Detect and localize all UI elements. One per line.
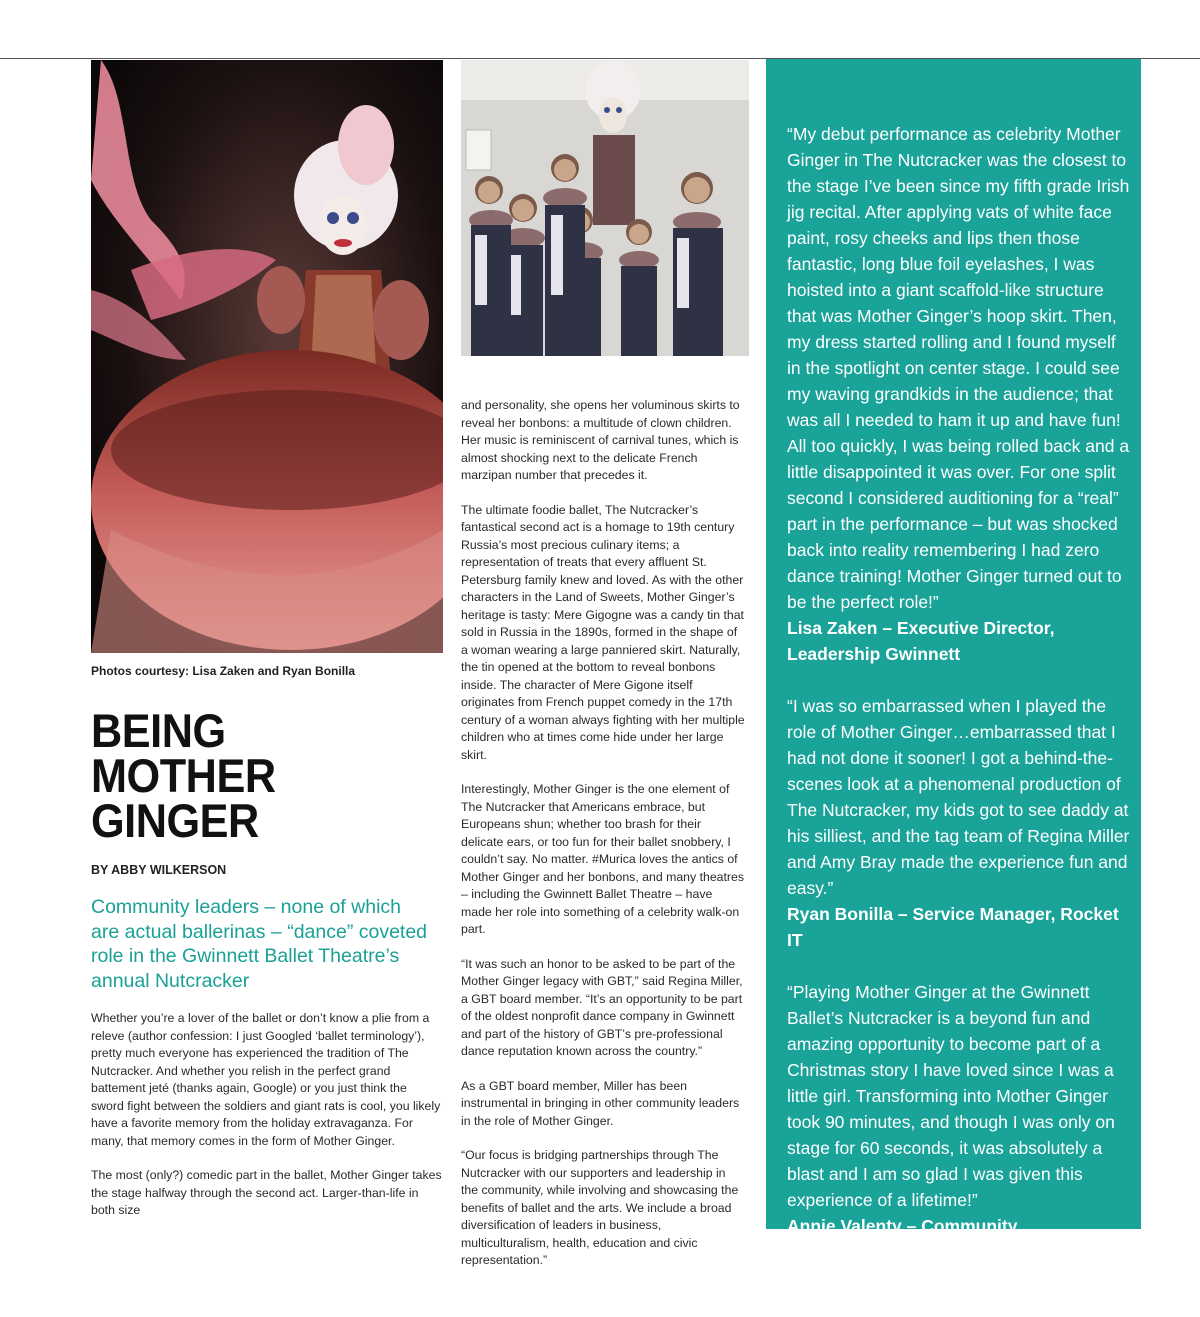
quote-sidebar — [766, 59, 1141, 1288]
headline-line: MOTHER — [91, 749, 276, 802]
quote-attribution: Annie Valenty – Community Development Officer, Children’s Healthcare of Atlanta — [787, 1216, 1052, 1288]
quote-text: “Playing Mother Ginger at the Gwinnett Ballet’s Nutcracker is a beyond fun and amazing opportunity to become part of a Christmas story I have loved since I was a little girl. Transforming into Mother Ginger took 90 minutes, and though I was only on stage for 60 seconds, it was absolutely a blast and I am so glad I was given this experience of a lifetime!” — [787, 982, 1115, 1210]
headline — [91, 704, 431, 847]
quote-attribution: Lisa Zaken – Executive Director, Leadership Gwinnett — [787, 618, 1055, 664]
quote-block — [787, 693, 1132, 953]
headline-line: GINGER — [91, 794, 259, 847]
photo-caption: Photos courtesy: Lisa Zaken and Ryan Bonilla — [91, 664, 356, 678]
paragraph: As a GBT board member, Miller has been instrumental in bringing in other community leaders in the role of Mother Ginger. — [461, 1078, 740, 1128]
stage-photo — [91, 60, 443, 653]
backstage-photo — [461, 60, 749, 356]
paragraph: The most (only?) comedic part in the ballet, Mother Ginger takes the stage halfway through the second act. Larger-than-life in both size — [91, 1168, 442, 1217]
paragraph: and personality, she opens her voluminous skirts to reveal her bonbons: a multitude of clown children. Her music is reminiscent of carnival tunes, which is almost shocking next to the delicate French marzipan number that precedes it. — [461, 398, 740, 482]
quote-block — [787, 121, 1132, 667]
left-column-body — [91, 1010, 443, 1237]
paragraph: Whether you’re a lover of the ballet or don’t know a plie from a releve (author confession: I just Googled ‘ballet terminology’), pretty much everyone has experienced the tradition of The Nutcracker. And whether you relish in the perfect grand battement jeté (thanks again, Google) or you just think the sword fight between the soldiers and giant rats is cool, you likely have a favorite memory from the holiday extravaganza. For many, that memory comes in the form of Mother Ginger. — [91, 1011, 441, 1148]
dek-subheadline: Community leaders – none of which are actual ballerinas – “dance” coveted role in the Gwinnett Ballet Theatre’s annual Nutcracker — [91, 896, 428, 992]
headline-line: BEING — [91, 704, 226, 757]
paragraph: “It was such an honor to be asked to be part of the Mother Ginger legacy with GBT,” said Regina Miller, a GBT board member. “It’s an opportunity to be part of the oldest nonprofit dance company in Gwinnett and part of the history of GBT’s pre-professional dance reputation known across the country.” — [461, 956, 743, 1058]
quote-text: “I was so embarrassed when I played the role of Mother Ginger…embarrassed that I had not done it sooner! I got a behind-the-scenes look at a phenomenal production of The Nutcracker, my kids got to see daddy at his silliest, and the tag team of Regina Miller and Amy Bray made the experience fun and easy.” — [787, 696, 1130, 898]
quote-attribution: Ryan Bonilla – Service Manager, Rocket IT — [787, 904, 1119, 950]
quote-list — [787, 121, 1132, 1317]
quote-block — [787, 979, 1132, 1291]
paragraph: Interestingly, Mother Ginger is the one element of The Nutcracker that Americans embrace, but Europeans shun; whether too brash for their delicate ears, or too fun for their ballet snobbery, I couldn’t say. No matter. #Murica loves the antics of Mother Ginger and her bonbons, and many theatres – including the Gwinnett Ballet Theatre – have made her role into something of a celebrity walk-on part. — [461, 782, 745, 936]
quote-text: “My debut performance as celebrity Mother Ginger in The Nutcracker was the closest to the stage I’ve been since my fifth grade Irish jig recital. After applying vats of white face paint, rosy cheeks and lips then those fantastic, long blue foil eyelashes, I was hoisted into a giant scaffold-like structure that was Mother Ginger’s hoop skirt. Then, my dress started rolling and I found myself in the spotlight on center stage. I could see my waving grandkids in the audience; that was all I needed to ham it up and have fun! All too quickly, I was being rolled back and a little disappointed it was over. For one split second I considered auditioning for a “real” part in the performance – but was shocked back into reality remembering I had zero dance training! Mother Ginger turned out to be the perfect role!” — [787, 124, 1130, 612]
middle-column-body — [461, 397, 745, 1287]
byline: BY ABBY WILKERSON — [91, 863, 227, 877]
paragraph: The ultimate foodie ballet, The Nutcracker’s fantastical second act is a homage to 19th century Russia’s most precious culinary items; a representation of treats that every affluent St. Petersburg family knew and loved. As with the other characters in the Land of Sweets, Mother Ginger’s heritage is tasty: Mere Gigogne was a candy tin that sold in Russia in the 1890s, formed in the shape of a woman wearing a large panniered skirt. Naturally, the tin opened at the bottom to reveal bonbons inside. The character of Mere Gigone itself originates from French puppet comedy in the 17th century of a woman always fighting with her multiple children who at times come hide under her large skirt. — [461, 502, 745, 762]
paragraph: “Our focus is bridging partnerships through The Nutcracker with our supporters and leadership in the community, while involving and showcasing the benefits of ballet and the arts. We include a broad diversification of leaders in business, multiculturalism, health, education and civic representation.” — [461, 1148, 739, 1267]
